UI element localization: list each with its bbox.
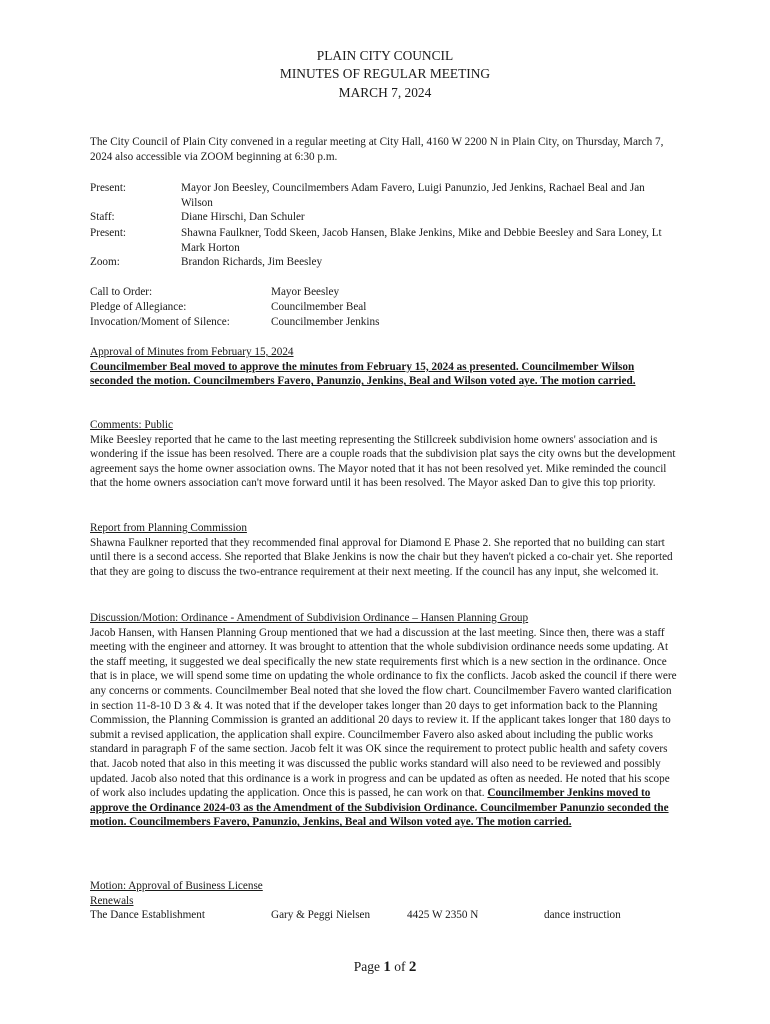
opening-value: Councilmember Beal bbox=[271, 301, 367, 313]
license-subheading: Renewals bbox=[90, 894, 134, 907]
attendance-value: Diane Hirschi, Dan Schuler bbox=[181, 211, 305, 223]
minutes-heading: Approval of Minutes from February 15, 2024 bbox=[90, 346, 294, 358]
attendance-label: Staff: bbox=[90, 211, 115, 223]
footer-page-number: 1 bbox=[383, 959, 391, 975]
ordinance-paragraph bbox=[90, 626, 680, 830]
minutes-section bbox=[90, 345, 680, 389]
minutes-motion: Councilmember Beal moved to approve the minutes from February 15, 2024 as presented. Councilmember Wilson seconded the motion. Councilmembers Favero, Panunzio, Jenkins, Beal and Wilson voted aye. The motion carried. bbox=[90, 360, 636, 388]
page-footer bbox=[0, 960, 770, 975]
attendance-label: Present: bbox=[90, 182, 127, 194]
footer-of-word: of bbox=[394, 959, 406, 974]
attendance-label: Present: bbox=[90, 227, 127, 239]
planning-heading: Report from Planning Commission bbox=[90, 522, 247, 534]
license-address: 4425 W 2350 N bbox=[407, 909, 479, 921]
attendance-value: Mayor Jon Beesley, Councilmembers Adam Favero, Luigi Panunzio, Jed Jenkins, Rachael Beal and Jan Wilson bbox=[181, 182, 645, 209]
comments-heading: Comments: Public bbox=[90, 419, 173, 431]
license-section bbox=[90, 879, 680, 908]
license-type: dance instruction bbox=[544, 909, 621, 921]
opening-value: Councilmember Jenkins bbox=[271, 316, 380, 328]
ordinance-text: Jacob Hansen, with Hansen Planning Group mentioned that we had a discussion at the last meeting. Since then, there was a staff meeting with the engineer and attorney. It was brought to attention that the whole subdivision ordinance needs some updating. At the staff meeting, it suggested we deal specifically the new state requirements first which is a new section in the ordinance. Once that is in place, we will spend some time on updating the whole ordinance to fix the conflicts. Jacob asked the council if there were any concerns or comments. Councilmember Beal noted that she loved the flow chart. Councilmember Favero wanted clarification in section 11-8-10 D 3 & 4. It was noted that if the developer takes longer than 20 days to get information back to the Planning Commission, the Planning Commission is granted an additional 20 days to review it. If the applicant takes longer that 180 days to submit a revised application, the application shall expire. Councilmember Favero also asked about including the public works standard in paragraph F of the same section. Jacob felt it was OK since the requirement to protect public health and safety covers that. Jacob noted that also in this meeting it was discussed the public works standard will also need to be reviewed and possibly updated. Jacob also noted that this ordinance is a work in progress and can be updated as often as needed. He noted that his scope of work also includes updating the application. Once this is passed, he can work on that. bbox=[90, 626, 677, 800]
opening-value: Mayor Beesley bbox=[271, 286, 340, 298]
attendance-label: Zoom: bbox=[90, 256, 120, 268]
attendance-value: Shawna Faulkner, Todd Skeen, Jacob Hansen, Blake Jenkins, Mike and Debbie Beesley and Sara Loney, Lt Mark Horton bbox=[181, 227, 662, 254]
document-title: PLAIN CITY COUNCIL bbox=[316, 48, 454, 63]
attendance-value: Brandon Richards, Jim Beesley bbox=[181, 256, 323, 268]
document-date: MARCH 7, 2024 bbox=[338, 85, 432, 100]
opening-label: Pledge of Allegiance: bbox=[90, 301, 187, 313]
opening-label: Invocation/Moment of Silence: bbox=[90, 316, 230, 328]
footer-page-word: Page bbox=[353, 959, 380, 974]
comments-section bbox=[90, 418, 680, 491]
planning-text: Shawna Faulkner reported that they recommended final approval for Diamond E Phase 2. She reported that no building can start until there is a second access. She reported that Blake Jenkins is now the chair but they haven't picked a co-chair yet. She reported that they are going to discuss the two-entrance requirement at their next meeting. If the council has any input, she welcomed it. bbox=[90, 536, 673, 578]
ordinance-section bbox=[90, 611, 680, 830]
intro-paragraph: The City Council of Plain City convened in a regular meeting at City Hall, 4160 W 2200 N in Plain City, on Thursday, March 7, 2024 also accessible via ZOOM beginning at 6:30 p.m. bbox=[90, 136, 664, 163]
ordinance-motion: Councilmember Jenkins moved to approve the Ordinance 2024-03 as the Amendment of the Subdivision Ordinance. Councilmember Panunzio seconded the motion. Councilmembers Favero, Panunzio, Jenkins, Beal and Wilson voted aye. The motion carried. bbox=[90, 787, 669, 829]
license-owner: Gary & Peggi Nielsen bbox=[271, 909, 371, 921]
ordinance-heading: Discussion/Motion: Ordinance - Amendment of Subdivision Ordinance – Hansen Planning Group bbox=[90, 612, 529, 624]
document-subtitle: MINUTES OF REGULAR MEETING bbox=[279, 66, 491, 81]
footer-page-total: 2 bbox=[408, 959, 417, 975]
planning-section bbox=[90, 521, 680, 579]
comments-text: Mike Beesley reported that he came to the last meeting representing the Stillcreek subdivision home owners' association and is wondering if the issue has been resolved. There are a couple roads that the subdivision plat says the city owns but the development agreement says the home owner association owns. The Mayor noted that it has not been resolved yet. Mike reminded the council that the home owners association can't move forward until it has been resolved. The Mayor asked Dan to give this top priority. bbox=[90, 433, 676, 490]
license-business: The Dance Establishment bbox=[90, 909, 205, 921]
license-heading: Motion: Approval of Business License bbox=[90, 880, 263, 892]
opening-label: Call to Order: bbox=[90, 286, 153, 298]
